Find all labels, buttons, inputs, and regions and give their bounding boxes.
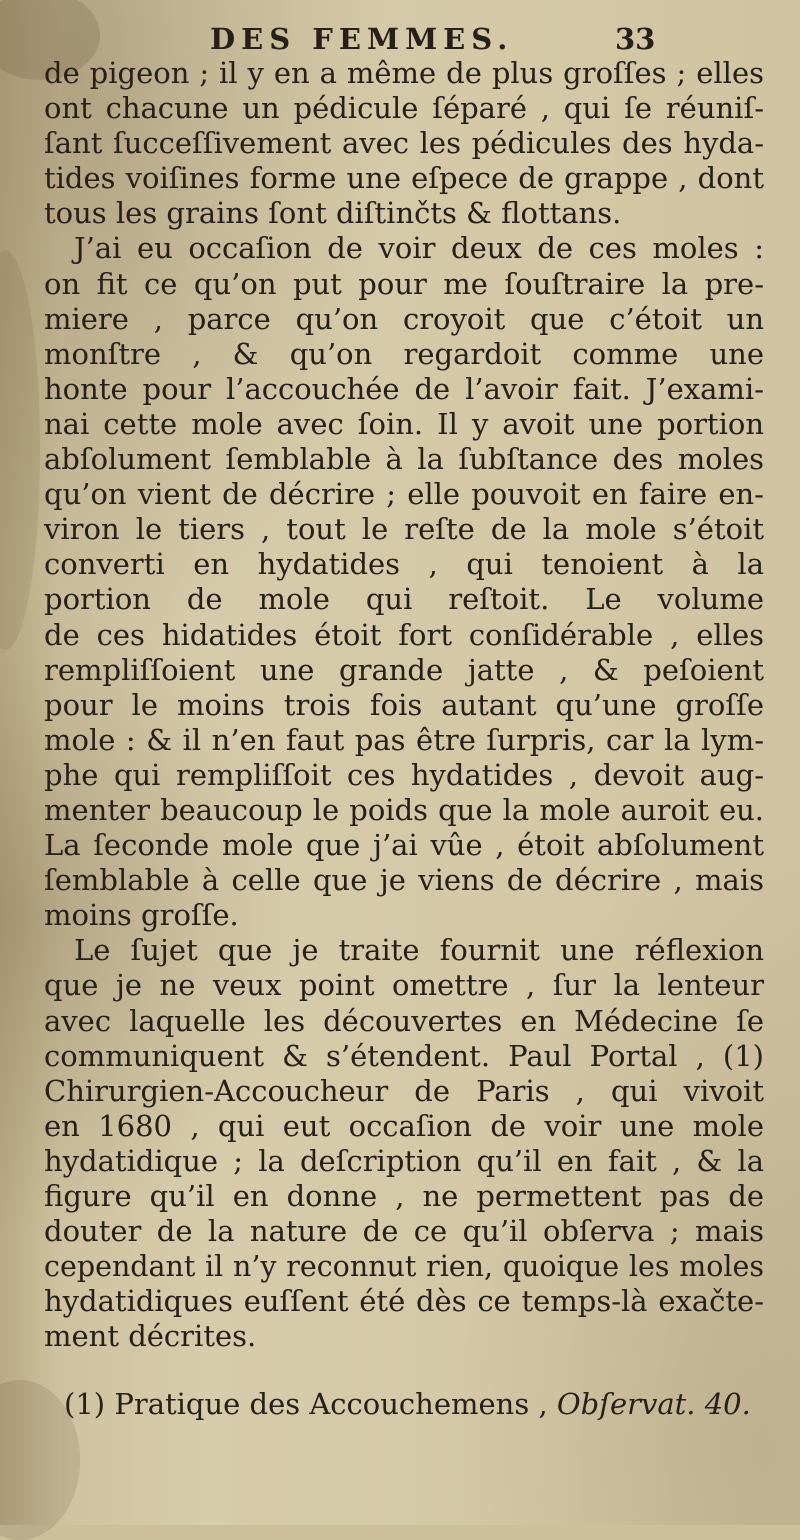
text-line: de pigeon ; il y en a même de plus groſſes ; elles (44, 56, 764, 90)
text-line: mole : & il n’en faut pas être ſurpris, car la lym- (44, 722, 764, 757)
text-line: tides voiſines forme une eſpece de grappe , dont (44, 161, 764, 196)
text-line: abſolument ſemblable à la ſubſtance des moles (44, 442, 764, 477)
text-line: hydatidiques euſſent été dès ce temps-là exačte- (44, 1284, 764, 1319)
text-line: en 1680 , qui eut occaſion de voir une mole (44, 1108, 764, 1143)
text-line: menter beaucoup le poids que la mole auroit eu. (44, 792, 764, 827)
text-line: honte pour l’accouchée de l’avoir fait. J’exami- (44, 371, 764, 406)
text-line: converti en hydatides , qui tenoient à la (44, 547, 764, 582)
running-head (0, 18, 800, 58)
text-line: avec laquelle les découvertes en Médecine ſe (44, 1003, 764, 1038)
text-line: qu’on vient de décrire ; elle pouvoit en faire en- (44, 477, 764, 512)
text-line: La ſeconde mole que j’ai vûe , étoit abſolument (44, 828, 764, 863)
text-line: ont chacune un pédicule ſéparé , qui ſe réuniſ- (44, 91, 764, 126)
text-line: J’ai eu occaſion de voir deux de ces moles : (74, 231, 764, 266)
text-line: phe qui rempliſſoit ces hydatides , devoit aug- (44, 757, 764, 792)
text-line: monſtre , & qu’on regardoit comme une (44, 336, 764, 371)
text-line: ſemblable à celle que je viens de décrire , mais (44, 863, 764, 898)
footnote (64, 1386, 764, 1422)
text-line: ſant ſucceſſivement avec les pédicules des hyda- (44, 126, 764, 161)
text-line: pour le moins trois fois autant qu’une groſſe (44, 687, 764, 722)
running-head-title: DES FEMMES. (210, 22, 514, 56)
text-line: Chirurgien-Accoucheur de Paris , qui vivoit (44, 1073, 764, 1108)
text-line: portion de mole qui reſtoit. Le volume (44, 582, 764, 617)
text-line: hydatidique ; la deſcription qu’il en fait , & la (44, 1143, 764, 1178)
text-line: communiquent & s’étendent. Paul Portal , (1) (44, 1038, 764, 1073)
body-text (44, 56, 764, 1354)
text-line: tous les grains ſont diſtinčts & flottans. (44, 196, 622, 231)
footnote-reference: Obſervat. 40. (556, 1387, 751, 1421)
text-line: nai cette mole avec ſoin. Il y avoit une portion (44, 406, 764, 441)
text-line: de ces hidatides étoit fort conſidérable , elles (44, 617, 764, 652)
page-number: 33 (615, 22, 656, 56)
text-line: Le ſujet que je traite fournit une réflexion (74, 933, 764, 968)
text-line: viron le tiers , tout le reſte de la mole s’étoit (44, 512, 764, 547)
age-stain (0, 250, 40, 650)
text-line: miere , parce qu’on croyoit que c’étoit un (44, 301, 764, 336)
text-line: figure qu’il en donne , ne permettent pas de (44, 1179, 764, 1213)
text-line: que je ne veux point omettre , ſur la lenteur (44, 968, 764, 1003)
text-line: ment décrites. (44, 1319, 257, 1354)
text-line: cependant il n’y reconnut rien, quoique les moles (44, 1250, 764, 1284)
text-line: douter de la nature de ce qu’il obſerva ; mais (44, 1214, 764, 1249)
footnote-marker: (1) (64, 1387, 106, 1421)
text-line: moins groſſe. (44, 898, 239, 933)
text-line: rempliſſoient une grande jatte , & peſoient (44, 652, 764, 687)
text-line: on fit ce qu’on put pour me ſouſtraire la pre- (44, 266, 764, 301)
footnote-text: Pratique des Accouchemens , (114, 1387, 548, 1421)
